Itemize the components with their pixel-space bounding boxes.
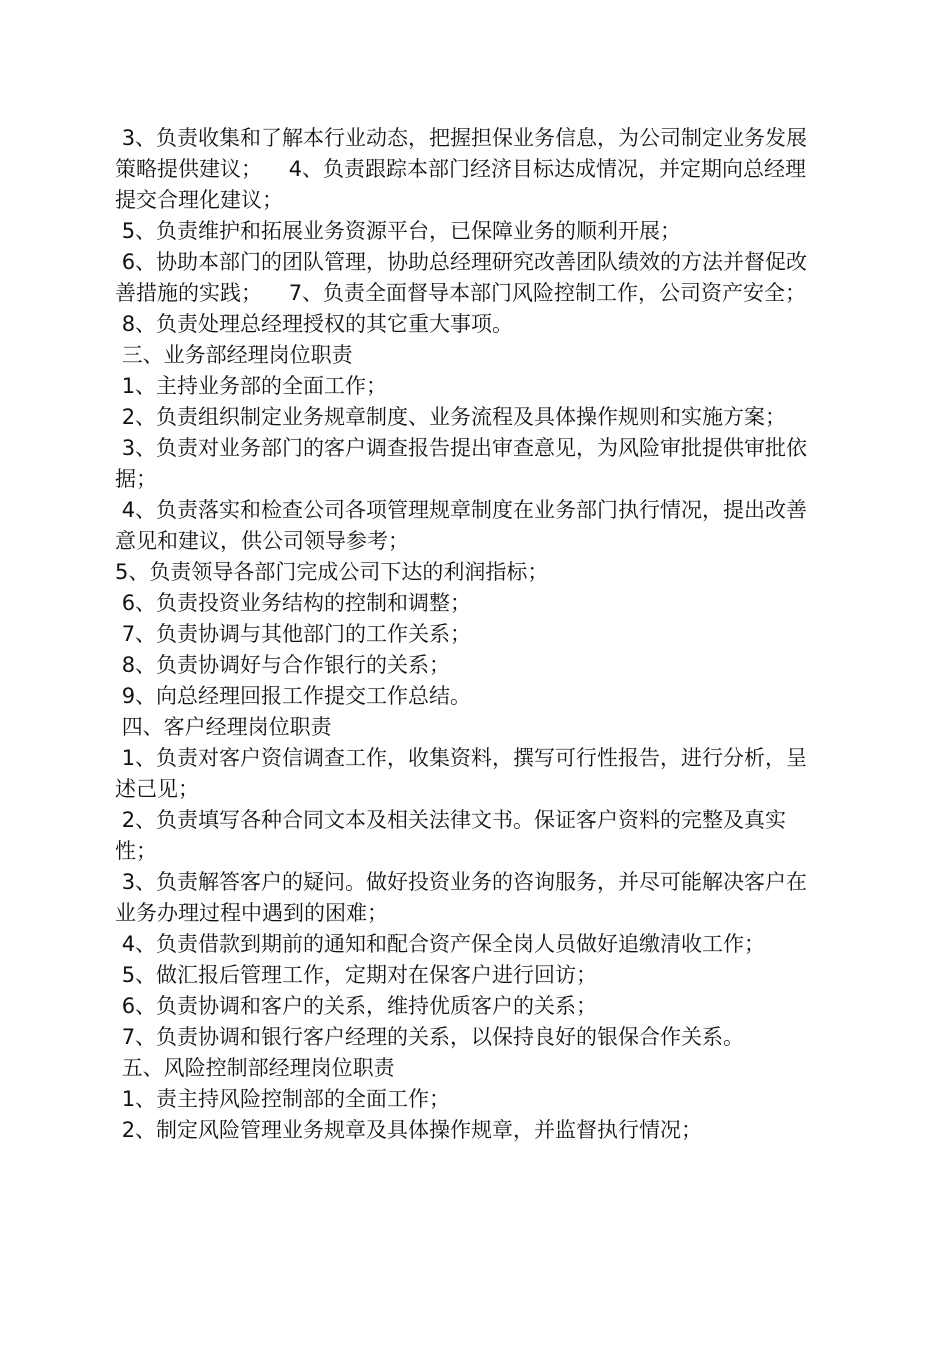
paragraph-item: 2、制定风险管理业务规章及具体操作规章，并监督执行情况； bbox=[115, 1118, 703, 1142]
paragraph-item: 3、负责对业务部门的客户调查报告提出审查意见，为风险审批提供审批依据； bbox=[115, 436, 808, 491]
paragraph-item: 1、主持业务部的全面工作； bbox=[115, 374, 388, 398]
paragraph-item: 2、负责组织制定业务规章制度、业务流程及具体操作规则和实施方案； bbox=[115, 405, 787, 429]
paragraph-item: 7、负责协调与其他部门的工作关系； bbox=[115, 622, 472, 646]
paragraph-item: 1、责主持风险控制部的全面工作； bbox=[115, 1087, 451, 1111]
paragraph-item: 5、做汇报后管理工作，定期对在保客户进行回访； bbox=[115, 963, 598, 987]
paragraph-item: 3、负责解答客户的疑问。做好投资业务的咨询服务，并尽可能解决客户在业务办理过程中遇到的困难； bbox=[115, 870, 808, 925]
paragraph-item-8: 8、负责处理总经理授权的其它重大事项。 bbox=[115, 312, 514, 336]
paragraph-item: 8、负责协调好与合作银行的关系； bbox=[115, 653, 451, 677]
paragraph-item: 5、负责领导各部门完成公司下达的利润指标； bbox=[115, 560, 549, 584]
paragraph-item: 2、负责填写各种合同文本及相关法律文书。保证客户资料的完整及真实性； bbox=[115, 808, 787, 863]
paragraph-item: 7、负责协调和银行客户经理的关系，以保持良好的银保合作关系。 bbox=[115, 1025, 745, 1049]
document-body bbox=[115, 123, 815, 1146]
paragraph-item: 9、向总经理回报工作提交工作总结。 bbox=[115, 684, 472, 708]
paragraph-item-3-4: 3、负责收集和了解本行业动态，把握担保业务信息，为公司制定业务发展策略提供建议； 4、负责跟踪本部门经济目标达成情况，并定期向总经理提交合理化建议； bbox=[115, 126, 808, 212]
paragraph-item: 6、负责投资业务结构的控制和调整； bbox=[115, 591, 472, 615]
paragraph-item-5: 5、负责维护和拓展业务资源平台，已保障业务的顺利开展； bbox=[115, 219, 682, 243]
paragraph-item: 6、负责协调和客户的关系，维持优质客户的关系； bbox=[115, 994, 598, 1018]
section-heading-4: 四、客户经理岗位职责 bbox=[115, 715, 332, 739]
paragraph-item: 4、负责落实和检查公司各项管理规章制度在业务部门执行情况，提出改善意见和建议，供公司领导参考； bbox=[115, 498, 808, 553]
paragraph-item: 1、负责对客户资信调查工作，收集资料，撰写可行性报告，进行分析，呈述己见； bbox=[115, 746, 808, 801]
section-heading-3: 三、业务部经理岗位职责 bbox=[115, 343, 353, 367]
section-heading-5: 五、风险控制部经理岗位职责 bbox=[115, 1056, 395, 1080]
paragraph-item: 4、负责借款到期前的通知和配合资产保全岗人员做好追缴清收工作； bbox=[115, 932, 766, 956]
paragraph-item-6-7: 6、协助本部门的团队管理，协助总经理研究改善团队绩效的方法并督促改善措施的实践； 7、负责全面督导本部门风险控制工作，公司资产安全； bbox=[115, 250, 808, 305]
